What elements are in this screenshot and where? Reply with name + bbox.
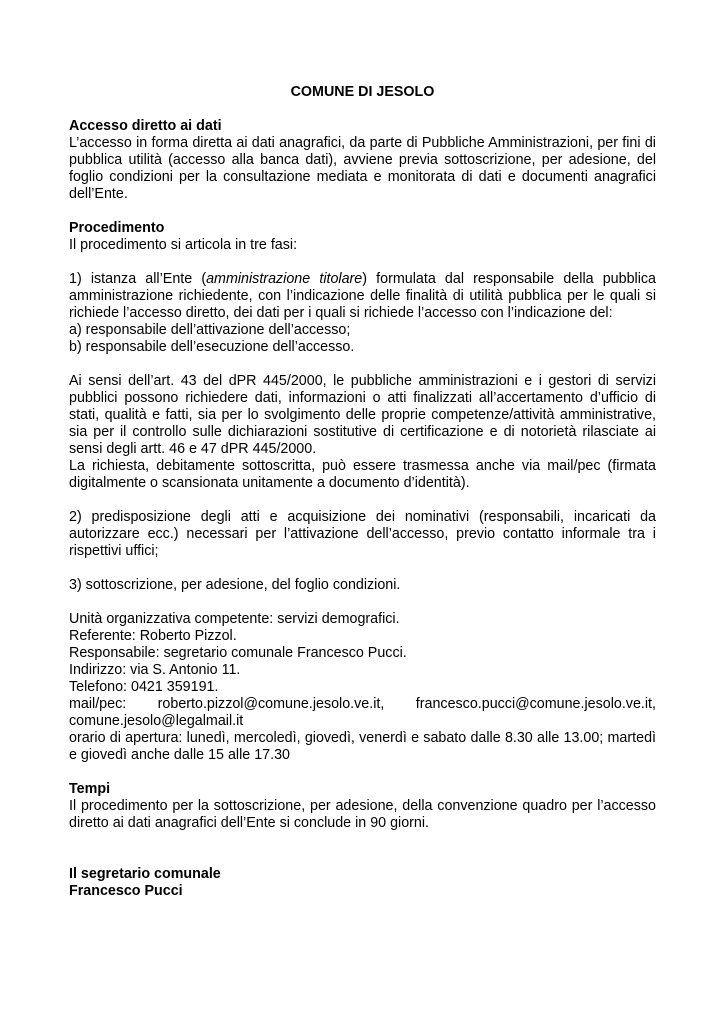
contact-address: Indirizzo: via S. Antonio 11. — [69, 662, 241, 678]
contact-responsabile: Responsabile: segretario comunale Francesco Pucci. — [69, 645, 407, 661]
step-1-paragraph — [69, 271, 656, 322]
step-1-text-b: ) formulata dal responsabile della pubblica amministrazione richiedente, con l’indicazione delle finalità di utilità pubblica per le quali si richiede l’accesso diretto, dei dati per i quali si richiede l’accesso con l’indicazione del: — [69, 271, 656, 321]
step-1-item-a: a) responsabile dell’attivazione dell’accesso; — [69, 322, 351, 338]
accesso-paragraph: L’accesso in forma diretta ai dati anagrafici, da parte di Pubbliche Amministrazioni, per fini di pubblica utilità (accesso alla banca dati), avviene previa sottoscrizione, per adesione, del foglio condizioni per la consultazione mediata e monitorata di dati e documenti anagrafici dell’Ente. — [69, 135, 656, 202]
richiesta-paragraph: La richiesta, debitamente sottoscritta, può essere trasmessa anche via mail/pec (firmata digitalmente o scansionata unitamente a documento d’identità). — [69, 458, 656, 491]
step-2-paragraph: 2) predisposizione degli atti e acquisizione dei nominativi (responsabili, incaricati da autorizzare ecc.) necessari per l’attivazione dell’accesso, previo contatto informale tra i rispettivi uffici; — [69, 509, 656, 559]
contact-unit: Unità organizzativa competente: servizi demografici. — [69, 611, 400, 627]
contact-mail-row — [69, 696, 656, 713]
contact-referente: Referente: Roberto Pizzol. — [69, 628, 237, 644]
procedimento-intro: Il procedimento si articola in tre fasi: — [69, 237, 298, 253]
opening-hours: orario di apertura: lunedì, mercoledì, giovedì, venerdì e sabato dalle 8.30 alle 13.00; martedì e giovedì anche dalle 15 alle 17.30 — [69, 730, 656, 763]
mail-link-pizzol[interactable]: roberto.pizzol@comune.jesolo.ve.it, — [157, 696, 385, 712]
mail-link-legalmail[interactable]: comune.jesolo@legalmail.it — [69, 713, 244, 729]
section-heading-accesso: Accesso diretto ai dati — [69, 118, 222, 134]
step-1-italic: amministrazione titolare — [206, 271, 363, 287]
tempi-paragraph: Il procedimento per la sottoscrizione, per adesione, della convenzione quadro per l’accesso diretto ai dati anagrafici dell’Ente si conclude in 90 giorni. — [69, 798, 656, 831]
section-heading-procedimento: Procedimento — [69, 220, 165, 236]
page-title: COMUNE DI JESOLO — [290, 84, 435, 100]
ai-sensi-paragraph: Ai sensi dell’art. 43 del dPR 445/2000, le pubbliche amministrazioni e i gestori di servizi pubblici possono richiedere dati, informazioni o atti finalizzati all’accertamento d’ufficio di stati, qualità e fatti, sia per lo svolgimento delle proprie competenze/attività amministrative, sia per il controllo sulle dichiarazioni sostitutive di certificazione e di notorietà rilasciate ai sensi degli artt. 46 e 47 dPR 445/2000. — [69, 373, 656, 457]
step-1-text-a: 1) istanza all’Ente ( — [69, 271, 207, 287]
step-1-item-b: b) responsabile dell’esecuzione dell’accesso. — [69, 339, 355, 355]
mail-label: mail/pec: — [69, 696, 127, 712]
signature-name: Francesco Pucci — [69, 883, 183, 899]
document-page — [69, 84, 656, 900]
mail-link-pucci[interactable]: francesco.pucci@comune.jesolo.ve.it, — [415, 696, 656, 712]
signature-role: Il segretario comunale — [69, 866, 221, 882]
step-3-paragraph: 3) sottoscrizione, per adesione, del foglio condizioni. — [69, 577, 401, 593]
contact-phone: Telefono: 0421 359191. — [69, 679, 219, 695]
section-heading-tempi: Tempi — [69, 781, 111, 797]
